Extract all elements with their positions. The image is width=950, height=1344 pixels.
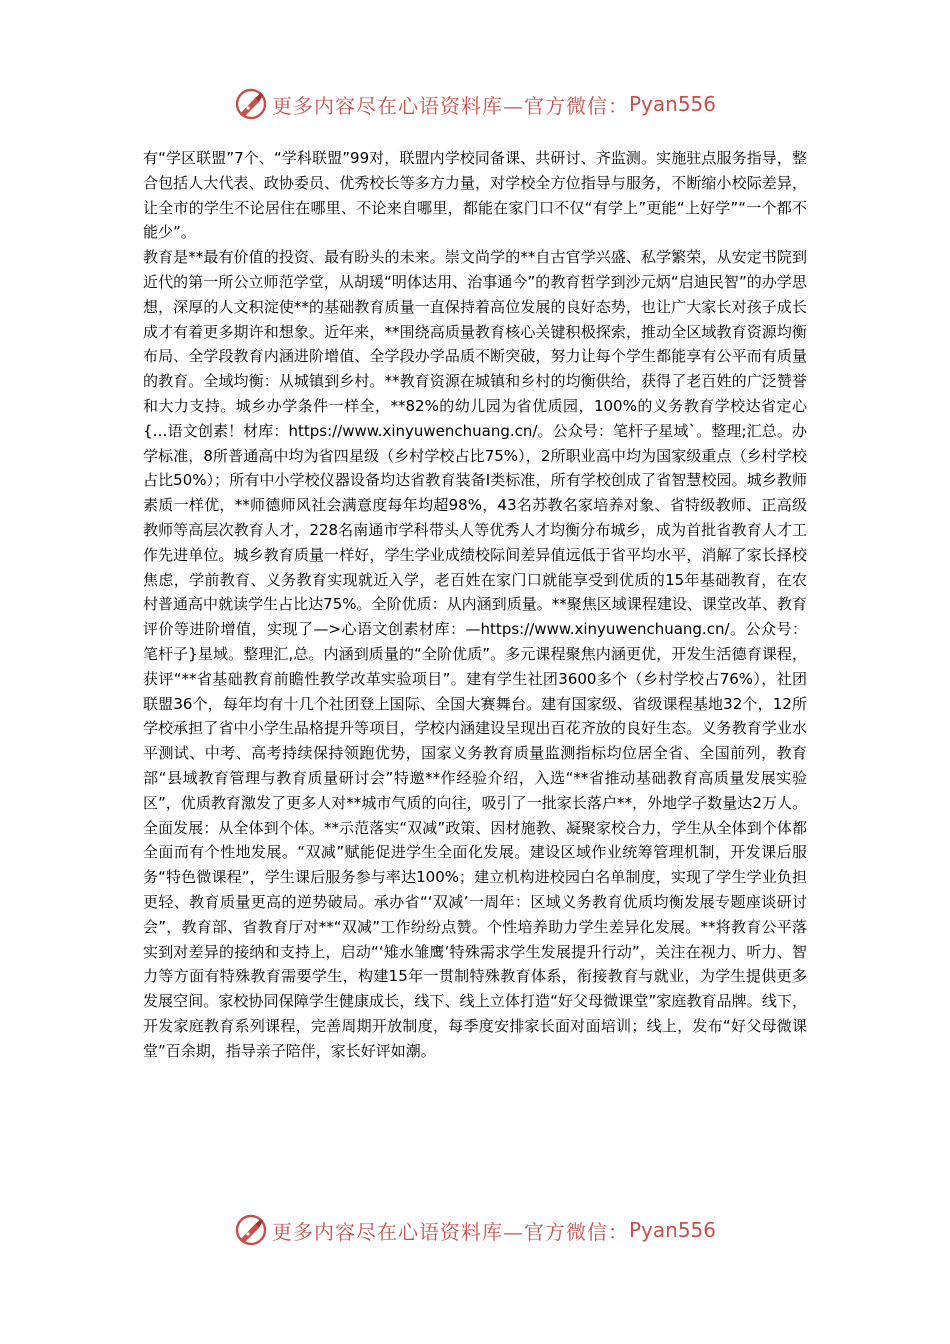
footer-wechat-id: Pyan556 [628,1218,716,1242]
footer-banner-text: 更多内容尽在心语资料库—官方微信： [271,1219,629,1244]
pen-nib-circle-icon [234,87,268,121]
document-body [143,146,807,1063]
pen-nib-circle-icon [234,1213,268,1247]
paragraph: 教育是**最有价值的投资、最有盼头的未来。崇文尚学的**自古官学兴盛、私学繁荣，从安定书院到近代的第一所公立师范学堂，从胡瑗“明体达用、治事通今”的教育哲学到沙元炳“启迪民智”的办学思想，深厚的人文积淀使**的基础教育质量一直保持着高位发展的良好态势，也让广大家长对孩子成长成才有着更多期许和想象。近年来，**围绕高质量教育核心关键积极探索，推动全区域教育资源均衡布局、全学段教育内涵进阶增值、全学段办学品质不断突破，努力让每个学生都能享有公平而有质量的教育。全域均衡：从城镇到乡村。**教育资源在城镇和乡村的均衡供给，获得了老百姓的广泛赞誉和大力支持。城乡办学条件一样全，**82%的幼儿园为省优质园，100%的义务教育学校达省定心{…语文创素！材库：https://www.xinyuwenchuang.cn/。公众号：笔杆子星域`。整理;汇总。办学标准，8所普通高中均为省四星级（乡村学校占比75%），2所职业高中均为国家级重点（乡村学校占比50%）；所有中小学校仪器设备均达省教育装备I类标准，所有学校创成了省智慧校园。城乡教师素质一样优，**师德师风社会满意度每年均超98%，43名苏教名家培养对象、省特级教师、正高级教师等高层次教育人才，228名南通市学科带头人等优秀人才均衡分布城乡，成为首批省教育人才工作先进单位。城乡教育质量一样好，学生学业成绩校际间差异值远低于省平均水平，消解了家长择校焦虑，学前教育、义务教育实现就近入学，老百姓在家门口就能享受到优质的15年基础教育，在农村普通高中就读学生占比达75%。全阶优质：从内涵到质量。**聚焦区域课程建设、课堂改革、教育评价等进阶增值，实现了—>心语文创素材库：—https://www.xinyuwenchuang.cn/。公众号：笔杆子}星域。整理汇,总。内涵到质量的“全阶优质”。多元课程聚焦内涵更优，开发生活德育课程，获评“**省基础教育前瞻性教学改革实验项目”。建有学生社团3600多个（乡村学校占76%），社团联盟36个，每年均有十几个社团登上国际、全国大赛舞台。建有国家级、省级课程基地32个，12所学校承担了省中小学生品格提升等项目，学校内涵建设呈现出百花齐放的良好生态。义务教育学业水平测试、中考、高考持续保持领跑优势，国家义务教育质量监测指标均位居全省、全国前列，教育部“县域教育管理与教育质量研讨会”特邀**作经验介绍，入选“**省推动基础教育高质量发展实验区”，优质教育激发了更多人对**城市气质的向往，吸引了一批家长落户**，外地学子数量达2万人。全面发展：从全体到个体。**示范落实“双减”政策、因材施教、凝聚家校合力，学生从全体到个体都全面而有个性地发展。“双减”赋能促进学生全面化发展。建设区域作业统筹管理机制，开发课后服务“特色微课程”，学生课后服务参与率达100%；建立机构进校园白名单制度，实现了学生学业负担更轻、教育质量更高的逆势破局。承办省“‘双减’一周年：区域义务教育优质均衡发展专题座谈研讨会”，教育部、省教育厅对**“双减”工作纷纷点赞。个性培养助力学生差异化发展。**将教育公平落实到对差异的接纳和支持上，启动“‘雉水雏鹰’特殊需求学生发展提升行动”，关注在视力、听力、智力等方面有特殊教育需要学生，构建15年一贯制特殊教育体系，衔接教育与就业，为学生提供更多发展空间。家校协同保障学生健康成长，线下、线上立体打造“好父母微课堂”家庭教育品牌。线下，开发家庭教育系列课程，完善周期开放制度，每季度安排家长面对面培训；线上，发布“好父母微课堂”百余期，指导亲子陪伴，家长好评如潮。 [143,248,807,1060]
header-wechat-id: Pyan556 [628,92,716,116]
header-banner [0,82,950,126]
header-banner-text: 更多内容尽在心语资料库—官方微信： [271,93,629,118]
footer-banner [0,1208,950,1252]
paragraph: 有“学区联盟”7个、“学科联盟”99对，联盟内学校同备课、共研讨、齐监测。实施驻点服务指导，整合包括人大代表、政协委员、优秀校长等多方力量，对学校全方位指导与服务，不断缩小校际差异，让全市的学生不论居住在哪里、不论来自哪里，都能在家门口不仅“有学上”更能“上好学”“一个都不能少”。 [143,149,807,242]
